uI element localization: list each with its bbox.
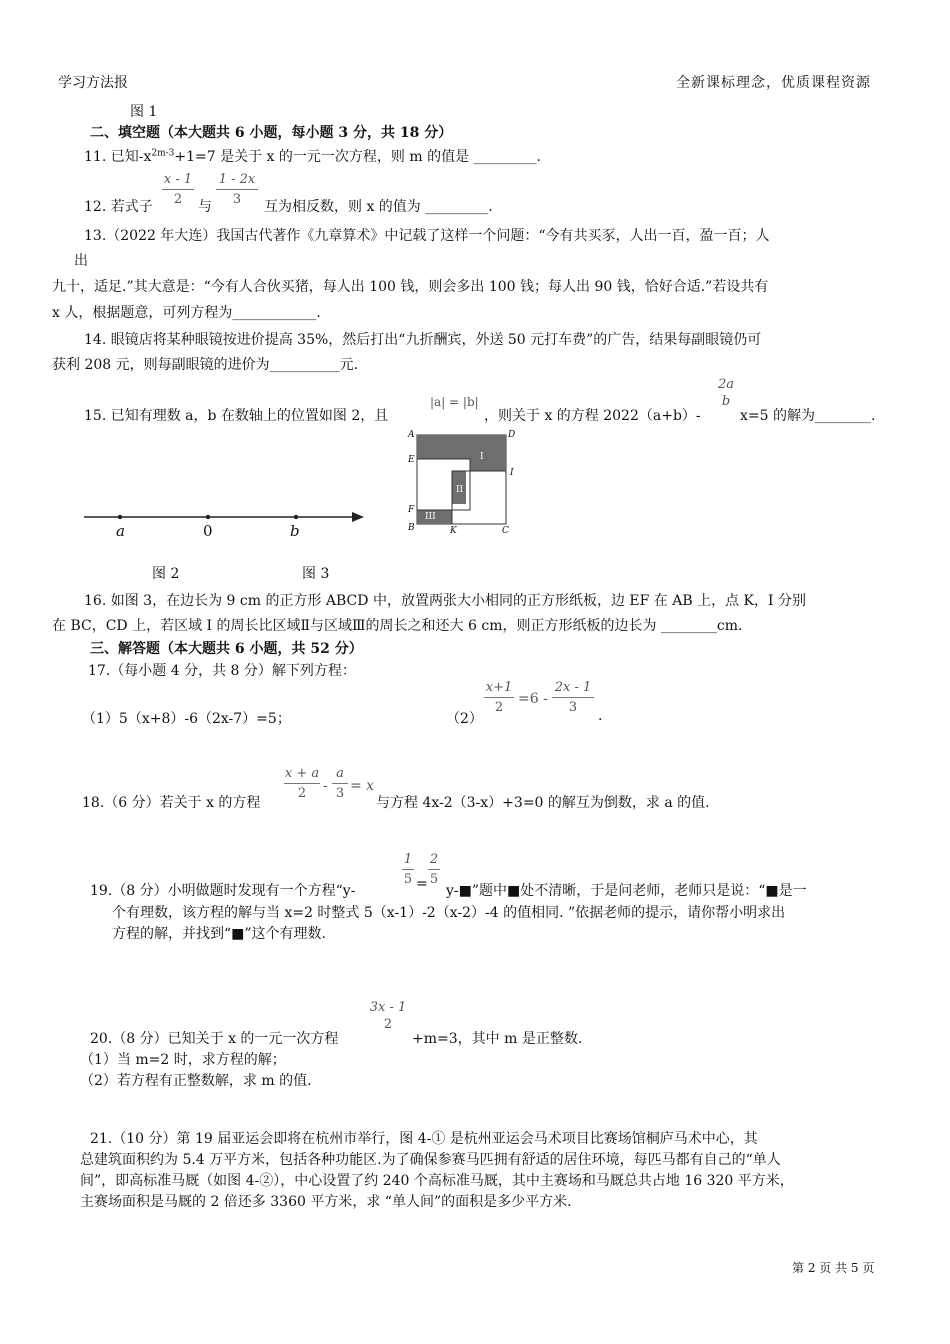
q19-fraction-1: 1 5: [403, 852, 413, 887]
point-I: I: [510, 468, 514, 478]
question-13-line-2: 九十，适足.”其大意是：“今有人合伙买猪，每人出 100 钱，则会多出 100 钱；每人出 90 钱，恰好合适.”若设共有: [52, 279, 769, 295]
region-1-side: [470, 459, 506, 471]
header-right: 全新课标理念，优质课程资源: [676, 75, 871, 91]
q15-fraction: 2a b: [717, 377, 735, 409]
question-13-line-1b: 出: [74, 253, 88, 269]
q20-fraction: 3x - 1 2: [369, 1000, 407, 1032]
question-13-line-3: x 人，根据题意，可列方程为____________.: [52, 305, 321, 321]
question-17-part-1: （1）5（x+8）-6（2x-7）=5；: [82, 711, 291, 727]
q12-and: 与: [198, 199, 212, 215]
question-21-line-1: 21.（10 分）第 19 届亚运会即将在杭州市举行，图 4-① 是杭州亚运会马术项目比赛场馆桐庐马术中心，其: [90, 1131, 758, 1147]
region-1-top: [417, 435, 506, 459]
question-16-line-1: 16. 如图 3，在边长为 9 cm 的正方形 ABCD 中，放置两张大小相同的正方形纸板，边 EF 在 AB 上，点 K，I 分别: [84, 593, 806, 609]
point-F: F: [408, 505, 415, 515]
label-b: b: [290, 522, 300, 540]
question-13-line-1: 13.（2022 年大连）我国古代著作《九章算术》中记载了这样一个问题：“今有共买豕，人出一百，盈一百；人: [84, 228, 770, 244]
q17-fraction-1: x+1 2: [485, 680, 513, 715]
question-19-line-2: 个有理数，该方程的解与当 x=2 时整式 5（x-1）-2（x-2）-4 的值相同. ”依据老师的提示，请你帮小明求出: [112, 905, 786, 921]
question-20-post: +m=3，其中 m 是正整数.: [412, 1031, 583, 1047]
vertex-D: D: [508, 430, 516, 440]
question-14-line-1: 14. 眼镜店将某种眼镜按进价提高 35%，然后打出“九折酬宾，外送 50 元打车费”的广告，结果每副眼镜仍可: [84, 332, 762, 348]
vertex-C: C: [502, 526, 509, 536]
point-a: [118, 515, 122, 519]
page-number: 第 2 页 共 5 页: [792, 1261, 875, 1275]
label-a: a: [116, 522, 125, 540]
q17-fraction-2: 2x - 1 3: [552, 680, 594, 715]
question-21-line-2: 总建筑面积约为 5.4 万平方米，包括各种功能区.为了确保参赛马匹拥有舒适的居住环境，每匹马都有自己的“单人: [80, 1152, 781, 1168]
question-17-part-2: （2）: [446, 711, 483, 727]
header-left: 学习方法报: [58, 75, 128, 91]
point-zero: [206, 515, 210, 519]
q18-fraction-1: x + a 2: [284, 766, 320, 801]
question-20-part-2: （2）若方程有正整数解，求 m 的值.: [80, 1073, 312, 1089]
section-3-title: 三、解答题（本大题共 6 小题，共 52 分）: [90, 641, 363, 657]
question-12: 12. 若式子: [84, 199, 153, 215]
figure-3-caption: 图 3: [302, 566, 330, 582]
vertex-A: A: [408, 430, 415, 440]
point-b: [294, 515, 298, 519]
question-20-pre: 20.（8 分）已知关于 x 的一元一次方程: [90, 1031, 339, 1047]
q15-mid: ，则关于 x 的方程 2022（a+b）-: [484, 408, 701, 424]
question-19-pre: 19.（8 分）小明做题时发现有一个方程“y-: [90, 883, 356, 899]
question-11: 11. 已知$-x^{2m-3}+1=7$ 是关于 x 的一元一次方程，则 m 的值是 _________.: [84, 148, 541, 165]
question-19-line-3: 方程的解，并找到“■”这个有理数.: [112, 926, 326, 942]
region-1-label: I: [480, 452, 484, 462]
figure-2-caption: 图 2: [152, 566, 180, 582]
q18-minus: -: [323, 778, 328, 794]
question-19-post: y-■”题中■处不清晰，于是问老师，老师只是说：“■是一: [446, 883, 807, 899]
q12-fraction-2: 1 - 2x 3: [216, 172, 258, 207]
label-zero: 0: [203, 522, 213, 540]
q12-fraction-1: x - 1 2: [163, 172, 193, 207]
question-16-line-2: 在 BC，CD 上，若区域 I 的周长比区域Ⅱ与区域Ⅲ的周长之和还大 6 cm，则正方形纸板的边长为 ________cm.: [52, 618, 743, 634]
q19-fraction-2: 2 5: [429, 852, 439, 887]
question-17-title: 17.（每小题 4 分，共 8 分）解下列方程：: [88, 663, 356, 679]
question-20-part-1: （1）当 m=2 时，求方程的解；: [80, 1052, 286, 1068]
number-line-arrow: [352, 512, 364, 522]
q15-post: x=5 的解为________.: [740, 408, 876, 424]
q12-post: 互为相反数，则 x 的值为 _________.: [264, 199, 493, 215]
region-3-label: III: [425, 512, 436, 522]
q17-end: .: [598, 708, 603, 724]
question-18-post: 与方程 4x-2（3-x）+3=0 的解互为倒数，求 a 的值.: [376, 795, 710, 811]
q15-abs-equation: |a| = |b|: [430, 395, 479, 409]
q18-equals: = x: [350, 778, 375, 794]
point-K: K: [450, 526, 457, 536]
vertex-B: B: [408, 523, 415, 533]
question-21-line-4: 主赛场面积是马厩的 2 倍还多 3360 平方米，求 “单人间”的面积是多少平方米.: [80, 1194, 572, 1210]
section-2-title: 二、填空题（本大题共 6 小题，每小题 3 分，共 18 分）: [90, 125, 453, 141]
figure-1-caption: 图 1: [130, 104, 158, 120]
q17-mid: =6 -: [518, 691, 548, 707]
region-2-label: II: [456, 485, 464, 495]
question-15: 15. 已知有理数 a，b 在数轴上的位置如图 2，且: [84, 408, 389, 424]
q19-equals: =: [416, 876, 428, 892]
point-E: E: [408, 455, 415, 465]
question-18-pre: 18.（6 分）若关于 x 的方程: [82, 795, 261, 811]
question-14-line-2: 获利 208 元，则每副眼镜的进价为__________元.: [52, 357, 359, 373]
question-21-line-3: 间”，即高标准马厩（如图 4-②），中心设置了约 240 个高标准马厩，其中主赛场和马厩总共占地 16 320 平方米，: [80, 1173, 794, 1189]
q18-fraction-2: a 3: [332, 766, 348, 801]
